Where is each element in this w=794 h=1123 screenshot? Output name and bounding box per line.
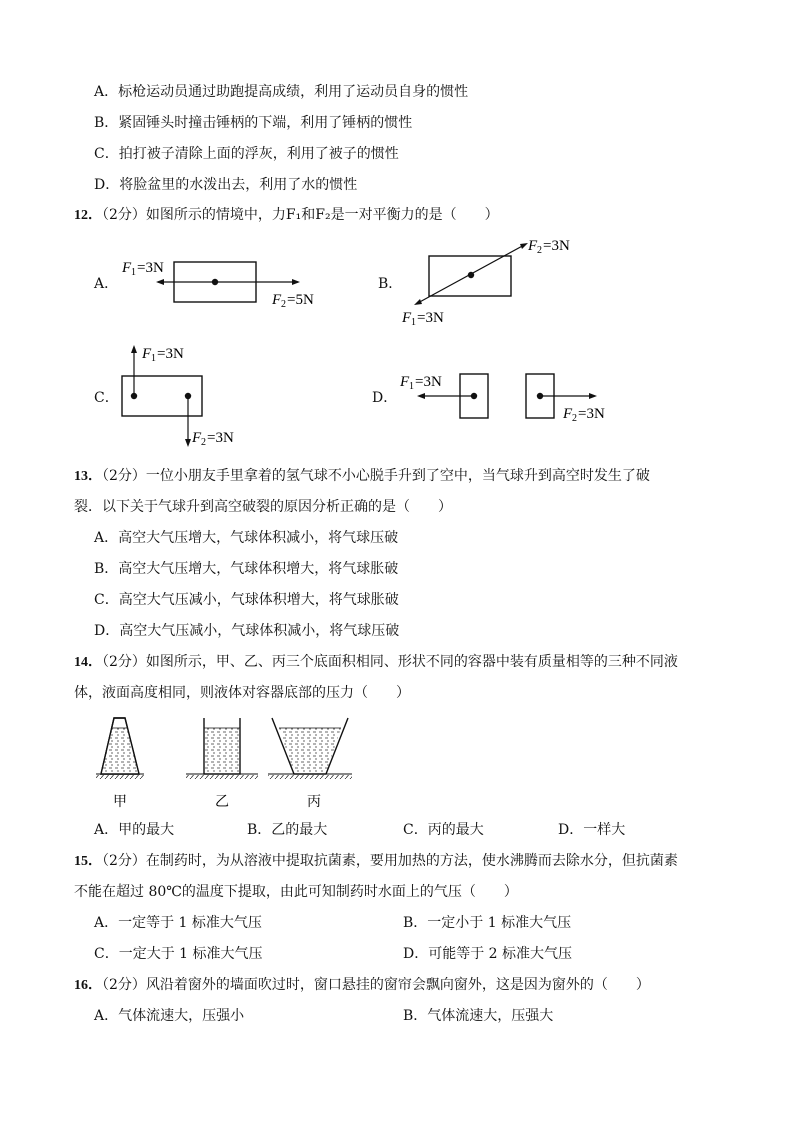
question-score: （2分）: [102, 468, 146, 484]
q14-option-c: C．丙的最大: [403, 822, 484, 838]
container-label: 甲: [113, 795, 127, 810]
container-bing: [268, 718, 352, 779]
q12-label-c: C．: [94, 390, 119, 406]
q13-stem-line-2: 裂．以下关于气球升到高空破裂的原因分析正确的是（ ）: [74, 499, 452, 515]
svg-text:=3N: =3N: [157, 346, 184, 362]
q13-option-b: B．高空大气压增大，气球体积增大，将气球胀破: [94, 561, 399, 577]
svg-text:=3N: =3N: [543, 238, 570, 254]
q12-figure-b: [398, 234, 598, 330]
question-number: 13．: [74, 469, 102, 484]
q14-option-a: A．甲的最大: [94, 822, 175, 838]
q13-option-a: A．高空大气压增大，气球体积减小，将气球压破: [94, 530, 399, 546]
container-yi: [186, 718, 258, 779]
svg-text:F: F: [142, 346, 152, 362]
question-score: （2分）: [102, 977, 146, 993]
q12-label-b: B．: [378, 276, 403, 292]
svg-text:2: 2: [537, 245, 542, 256]
question-number: 14．: [74, 655, 102, 670]
q14-containers-figure: [96, 712, 386, 812]
question-stem: 在制药时，为从溶液中提取抗菌素，要用加热的方法，使水沸腾而去除水分，但抗菌素: [145, 853, 678, 869]
q16-option-a: A．气体流速大，压强小: [94, 1008, 245, 1024]
svg-text:F: F: [400, 374, 410, 390]
svg-text:F: F: [122, 260, 132, 276]
svg-text:1: 1: [131, 267, 136, 278]
q12-figure-c: [114, 340, 254, 450]
q12-figure-d: [396, 366, 626, 426]
q15-option-b: B．一定小于 1 标准大气压: [403, 915, 572, 931]
force-label: =5N: [287, 292, 314, 308]
q13-option-d: D．高空大气压减小，气球体积减小，将气球压破: [94, 623, 400, 639]
q12-label-a: A．: [94, 276, 119, 292]
svg-text:F: F: [402, 310, 412, 326]
question-stem: 如图所示，甲、乙、丙三个底面积相同、形状不同的容器中装有质量相等的三种不同液: [145, 654, 678, 670]
q15-stem-line-1: [74, 851, 678, 872]
svg-text:=3N: =3N: [578, 406, 605, 422]
svg-text:1: 1: [151, 353, 156, 364]
question-number: 12．: [74, 208, 102, 223]
svg-text:1: 1: [411, 317, 416, 328]
q14-option-b: B．乙的最大: [247, 822, 328, 838]
q11-option-b: B．紧固锤头时撞击锤柄的下端，利用了锤柄的惯性: [94, 115, 413, 131]
q13-option-c: C．高空大气压减小，气球体积增大，将气球胀破: [94, 592, 399, 608]
container-label: 乙: [215, 795, 229, 810]
question-score: （2分）: [102, 207, 146, 223]
svg-text:F: F: [192, 430, 202, 446]
question-score: （2分）: [102, 853, 146, 869]
question-score: （2分）: [102, 654, 146, 670]
q15-option-d: D．可能等于 2 标准大气压: [403, 946, 573, 962]
q12-stem-line: [74, 205, 499, 226]
svg-text:F: F: [272, 292, 282, 308]
q12-figure-a: [118, 254, 338, 310]
question-stem: 一位小朋友手里拿着的氢气球不小心脱手升到了空中，当气球升到高空时发生了破: [145, 468, 650, 484]
q14-option-d: D．一样大: [558, 822, 626, 838]
svg-text:=3N: =3N: [415, 374, 442, 390]
q14-stem-line-1: [74, 652, 678, 673]
q14-stem-line-2: 体，液面高度相同，则液体对容器底部的压力（ ）: [74, 685, 410, 701]
q11-option-a: A．标枪运动员通过助跑提高成绩，利用了运动员自身的惯性: [94, 84, 469, 100]
q15-stem-line-2: 不能在超过 80℃的温度下提取，由此可知制药时水面上的气压（ ）: [74, 884, 518, 900]
q13-stem-line-1: [74, 466, 650, 487]
q16-option-b: B．气体流速大，压强大: [403, 1008, 554, 1024]
question-stem: 风沿着窗外的墙面吹过时，窗口悬挂的窗帘会飘向窗外，这是因为窗外的（ ）: [145, 977, 650, 993]
svg-text:1: 1: [409, 381, 414, 392]
svg-text:2: 2: [281, 299, 286, 310]
q16-stem-line: [74, 975, 650, 996]
svg-text:=3N: =3N: [207, 430, 234, 446]
svg-text:2: 2: [201, 437, 206, 448]
question-number: 16．: [74, 978, 102, 993]
question-stem: 如图所示的情境中，力F₁和F₂是一对平衡力的是（ ）: [145, 207, 499, 223]
container-jia: [96, 718, 144, 779]
q15-option-a: A．一定等于 1 标准大气压: [94, 915, 262, 931]
q12-label-d: D．: [372, 390, 398, 406]
svg-text:F: F: [528, 238, 538, 254]
svg-text:=3N: =3N: [417, 310, 444, 326]
container-label: 丙: [307, 795, 321, 810]
question-number: 15．: [74, 854, 102, 869]
svg-text:F: F: [563, 406, 573, 422]
q11-option-d: D．将脸盆里的水泼出去，利用了水的惯性: [94, 177, 358, 193]
q15-option-c: C．一定大于 1 标准大气压: [94, 946, 263, 962]
svg-text:2: 2: [572, 413, 577, 424]
force-label: =3N: [137, 260, 164, 276]
q11-option-c: C．拍打被子清除上面的浮灰，利用了被子的惯性: [94, 146, 399, 162]
